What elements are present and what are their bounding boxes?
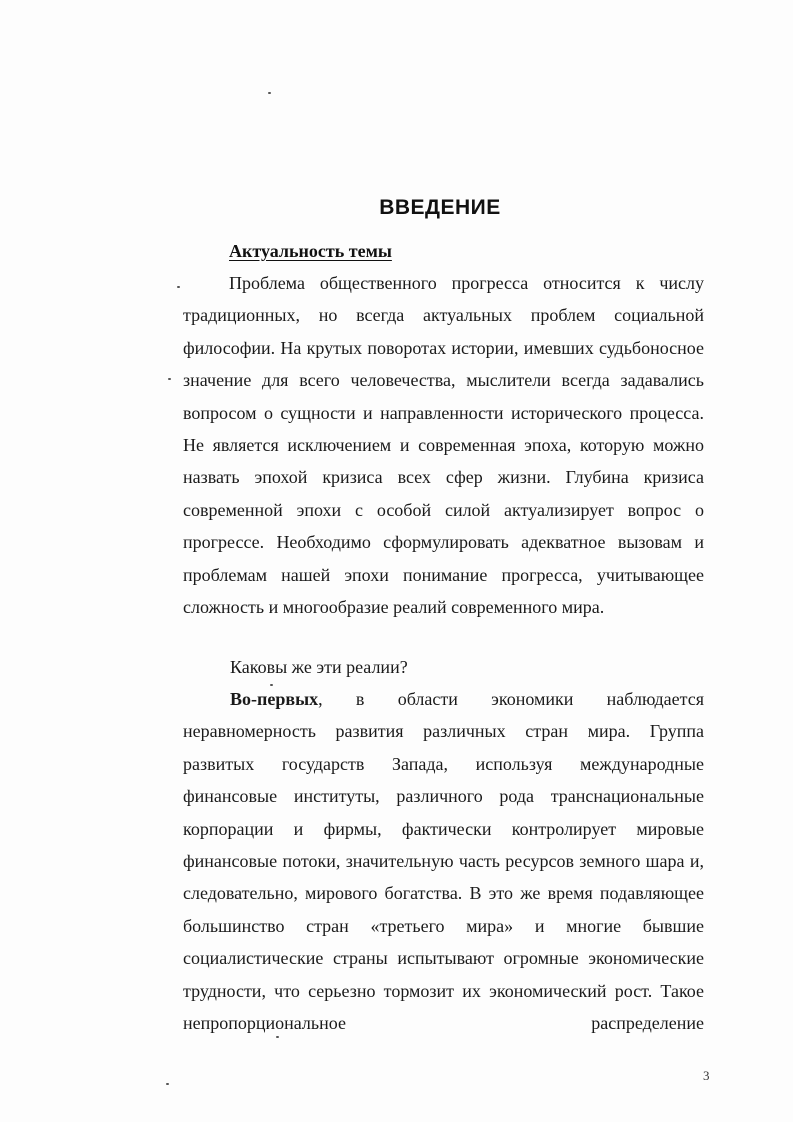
scan-speck [168, 378, 171, 380]
paragraph-body: , в области экономики наблюдается неравномерность развития различных стран мира. Группа развитых государств Запада, используя международные финансовые институты, различного рода транснациональные корпорации и фирмы, фактически контролирует мировые финансовые потоки, значительную часть ресурсов земного шара и, следовательно, мирового богатства. В это же время подавляющее большинство стран «третьего мира» и многие бывшие социалистические страны испытывают огромные экономические трудности, что серьезно тормозит их экономический рост. Такое непропорциональное распределение [183, 689, 704, 1034]
scan-speck [276, 1036, 279, 1038]
section-heading: Актуальность темы [229, 241, 392, 261]
scan-speck [268, 92, 271, 94]
paragraph-question: Каковы же эти реалии? [230, 657, 408, 677]
scan-speck [177, 286, 180, 288]
paragraph-firstly [183, 683, 704, 1039]
page-number: 3 [703, 1068, 710, 1083]
paragraph-lead-word: Во-первых [230, 689, 319, 709]
scan-speck [166, 1083, 169, 1085]
scan-speck [270, 684, 273, 686]
paragraph-relevance: Проблема общественного прогресса относится к числу традиционных, но всегда актуальных проблем социальной философии. На крутых поворотах истории, имевших судьбоносное значение для всего человечества, мыслители всегда задавались вопросом о сущности и направленности исторического процесса. Не является исключением и современная эпоха, которую можно назвать эпохой кризиса всех сфер жизни. Глубина кризиса современной эпохи с особой силой актуализирует вопрос о прогрессе. Необходимо сформулировать адекватное вызовам и проблемам нашей эпохи понимание прогресса, учитывающее сложность и многообразие реалий современного мира. [183, 273, 704, 618]
page-title: ВВЕДЕНИЕ [379, 196, 501, 219]
